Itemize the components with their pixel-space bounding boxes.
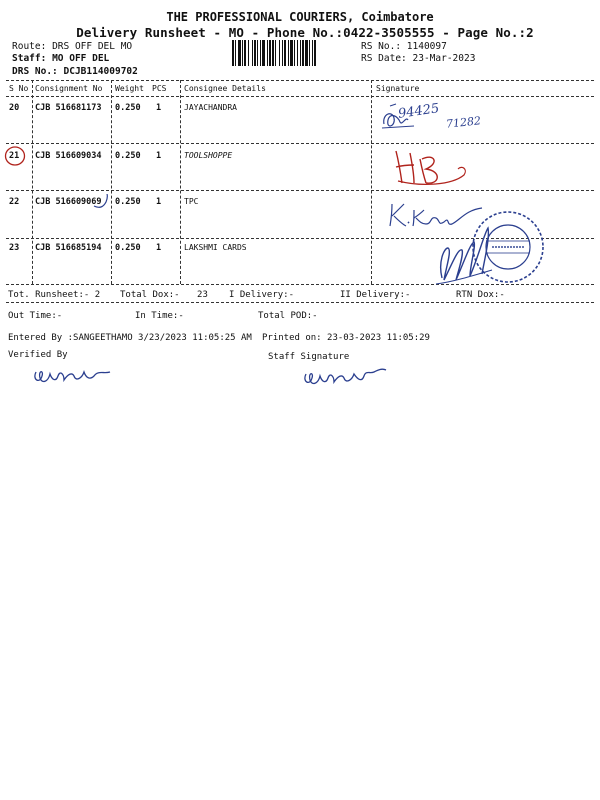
- printed-on: Printed on: 23-03-2023 11:05:29: [262, 333, 430, 343]
- rs-no-line: [361, 41, 447, 52]
- table-row-pcs: 1: [156, 197, 162, 207]
- staff-label: Staff:: [12, 53, 47, 64]
- table-row-sno: 20: [9, 103, 20, 113]
- col-divider: [32, 80, 33, 284]
- staff-signature: [300, 360, 390, 390]
- table-row-consignment: CJB 516685194: [35, 243, 102, 253]
- table-row-weight: 0.250: [115, 151, 141, 161]
- table-row-consignee: LAKSHMI CARDS: [184, 243, 247, 252]
- table-row-consignee: TOOLSHOPPE: [184, 151, 233, 160]
- header-consignee: Consignee Details: [184, 84, 266, 93]
- handwritten-phone: 94425: [397, 101, 441, 122]
- table-row-sno: 21: [9, 151, 20, 161]
- col-divider: [371, 80, 372, 284]
- totals-rule: [6, 302, 594, 303]
- total-dox-label: Total Dox:-: [120, 290, 180, 300]
- barcode: [232, 40, 350, 66]
- entered-by: Entered By :SANGEETHAMO 3/23/2023 11:05:25 AM: [8, 333, 252, 343]
- table-row-weight: 0.250: [115, 243, 141, 253]
- signature-row-21: [392, 145, 472, 190]
- route-line: [12, 41, 132, 52]
- total-dox-value: 23: [197, 290, 208, 300]
- row-divider: [6, 190, 594, 191]
- rs-date-label: RS Date:: [361, 53, 407, 64]
- drs-line: [12, 66, 138, 77]
- table-row-sno: 23: [9, 243, 20, 253]
- rs-no-value: 1140097: [406, 41, 447, 52]
- table-row-sno: 22: [9, 197, 20, 207]
- table-row-consignee: TPC: [184, 197, 199, 206]
- company-title: THE PROFESSIONAL COURIERS, Coimbatore: [166, 10, 434, 24]
- total-pod: Total POD:-: [258, 311, 318, 321]
- rs-date-line: [361, 53, 475, 64]
- handwritten-number: 71282: [445, 114, 482, 131]
- ii-delivery: II Delivery:-: [340, 290, 411, 300]
- total-dox: [120, 290, 208, 300]
- table-row-consignee: JAYACHANDRA: [184, 103, 237, 112]
- company-stamp: [468, 207, 548, 287]
- table-row-weight: 0.250: [115, 197, 141, 207]
- drs-label: DRS No.:: [12, 66, 58, 77]
- route-label: Route:: [12, 41, 47, 52]
- blue-tick-mark: [92, 194, 114, 212]
- table-row-pcs: 1: [156, 243, 162, 253]
- table-row-consignment: CJB 516681173: [35, 103, 102, 113]
- out-time: Out Time:-: [8, 311, 63, 321]
- header-consignment: Consignment No: [35, 84, 103, 93]
- rs-no-label: RS No.:: [361, 41, 402, 52]
- table-top-rule: [6, 80, 594, 81]
- signature-row-20: [378, 98, 508, 140]
- header-sno: S No: [9, 84, 29, 93]
- verified-by-label: Verified By: [8, 350, 68, 360]
- table-row-weight: 0.250: [115, 103, 141, 113]
- rtn-dox: RTN Dox:-: [456, 290, 505, 300]
- header-pcs: PCS: [152, 84, 167, 93]
- drs-value: DCJB114009702: [63, 66, 138, 77]
- verified-by-signature: [30, 360, 120, 388]
- rs-date-value: 23-Mar-2023: [412, 53, 476, 64]
- col-divider: [180, 80, 181, 284]
- route-value: DRS OFF DEL MO: [52, 41, 133, 52]
- table-header-rule: [6, 96, 594, 97]
- header-weight: Weight: [115, 84, 144, 93]
- table-row-pcs: 1: [156, 103, 162, 113]
- table-row-consignment: CJB 516609034: [35, 151, 102, 161]
- row-divider: [6, 143, 594, 144]
- staff-value: MO OFF DEL: [52, 53, 110, 64]
- col-divider: [111, 80, 112, 284]
- header-signature: Signature: [376, 84, 420, 93]
- staff-signature-label: Staff Signature: [268, 352, 350, 362]
- in-time: In Time:-: [135, 311, 184, 321]
- total-runsheet: Tot. Runsheet:- 2: [8, 290, 101, 300]
- table-row-consignment: CJB 516609069: [35, 197, 102, 207]
- runsheet-subtitle: Delivery Runsheet - MO - Phone No.:0422-3505555 - Page No.:2: [76, 25, 534, 40]
- table-row-pcs: 1: [156, 151, 162, 161]
- red-circle-mark: [4, 145, 26, 167]
- staff-line: [12, 53, 109, 64]
- i-delivery: I Delivery:-: [229, 290, 295, 300]
